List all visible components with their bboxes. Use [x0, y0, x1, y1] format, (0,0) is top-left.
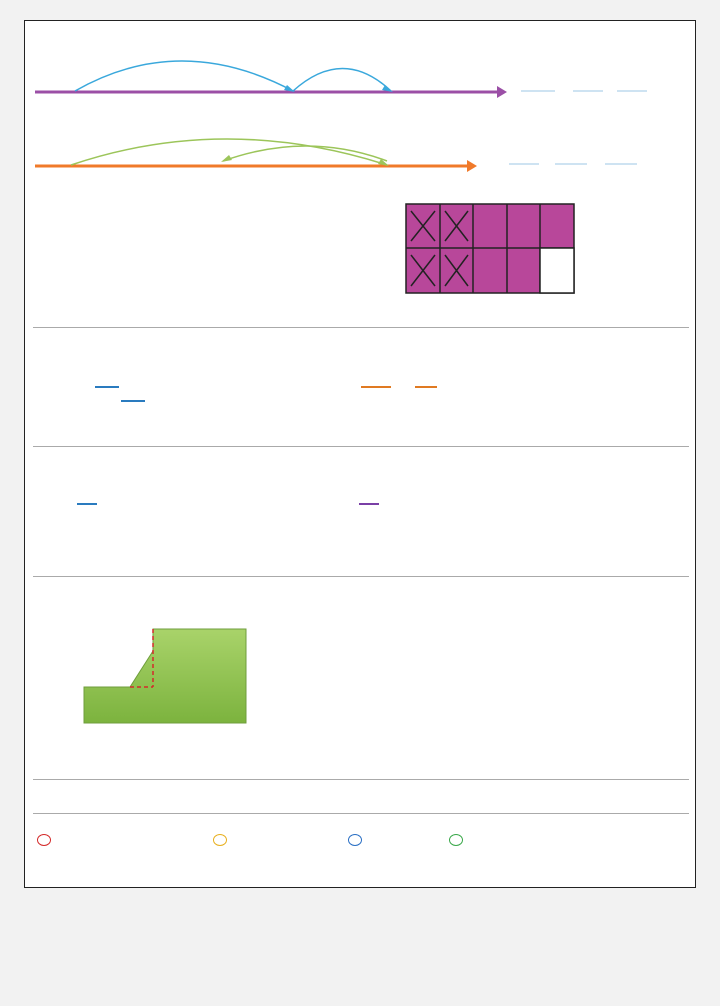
- worksheet: [24, 20, 696, 888]
- q21-a-fraction: [77, 500, 97, 508]
- option-very-good[interactable]: [449, 834, 467, 846]
- circle-icon: [449, 834, 463, 846]
- option-acceptable[interactable]: [213, 834, 231, 846]
- option-needs-effort[interactable]: [37, 834, 55, 846]
- q19-figures: [25, 21, 697, 321]
- q22-shape-figure: [45, 591, 315, 771]
- option-good[interactable]: [348, 834, 366, 846]
- separator: [33, 813, 689, 814]
- q20-b-fraction: [361, 383, 391, 391]
- number-line-2: [35, 139, 637, 172]
- separator: [33, 779, 689, 780]
- q20-b-answer-fraction[interactable]: [415, 383, 437, 405]
- q20-a-fraction: [95, 383, 119, 391]
- separator: [33, 576, 689, 577]
- number-line-1: [35, 61, 647, 98]
- circle-icon: [37, 834, 51, 846]
- q21-b-fraction: [359, 500, 379, 508]
- grid-model: [406, 204, 574, 293]
- q20-a-answer-fraction[interactable]: [121, 383, 145, 405]
- separator: [33, 327, 689, 328]
- separator: [33, 446, 689, 447]
- circle-icon: [348, 834, 362, 846]
- circle-icon: [213, 834, 227, 846]
